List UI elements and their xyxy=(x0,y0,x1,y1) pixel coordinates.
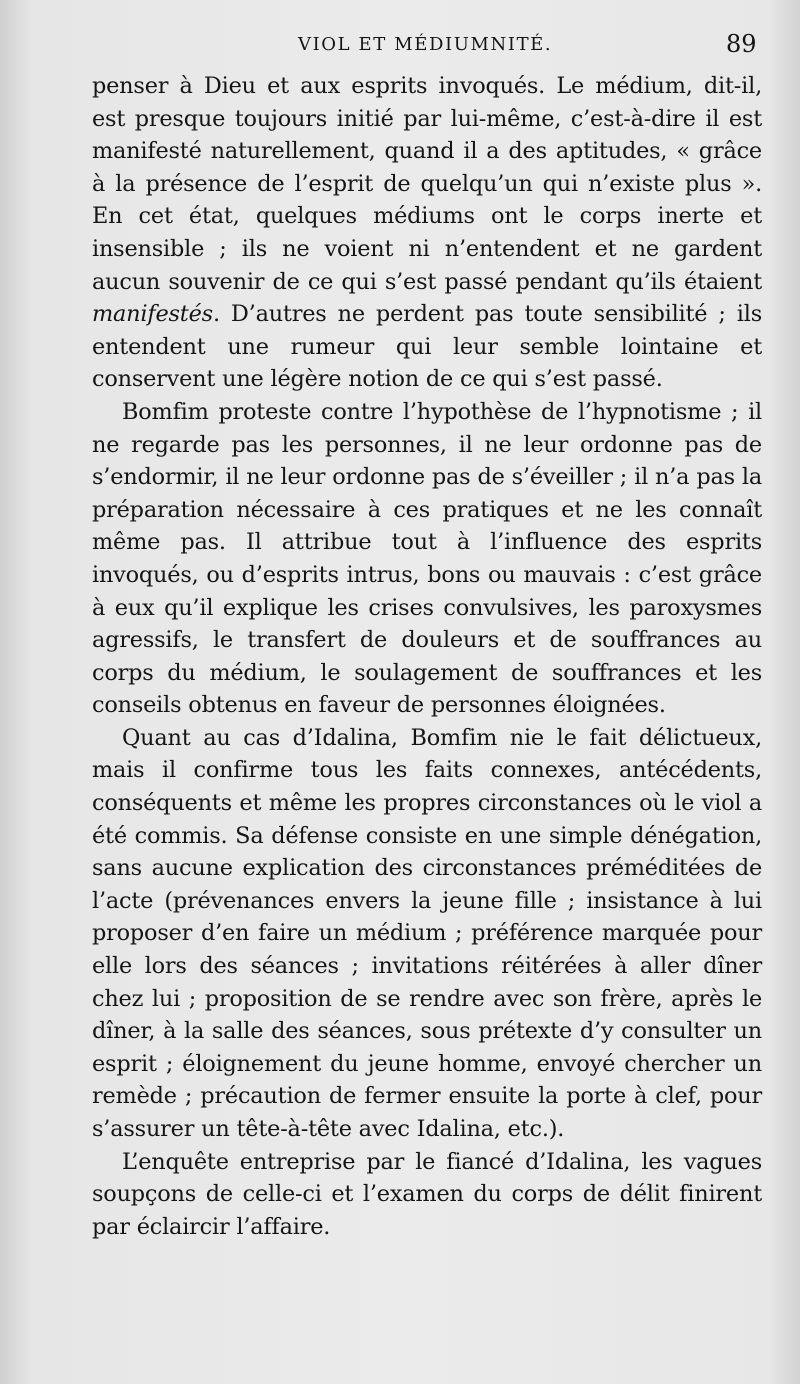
page-number: 89 xyxy=(726,30,757,58)
running-head: VIOL ET MÉDIUMNITÉ. xyxy=(298,34,553,55)
page-text xyxy=(92,70,762,1243)
paragraph xyxy=(92,70,762,396)
italic-word: manifestés xyxy=(92,301,213,328)
paragraph: Quant au cas d’Idalina, Bomfim nie le fait délictueux, mais il confirme tous les faits connexes, antécédents, conséquents et même les propres circonstances où le viol a été commis. Sa défense consiste en une simple dénégation, sans aucune explication des circonstances préméditées de l’acte (prévenances envers la jeune fille ; insistance à lui proposer d’en faire un médium ; préférence marquée pour elle lors des séances ; invitations réitérées à aller dîner chez lui ; proposition de se rendre avec son frère, après le dîner, à la salle des séances, sous prétexte d’y consulter un esprit ; éloignement du jeune homme, envoyé chercher un remède ; précaution de fermer ensuite la porte à clef, pour s’assurer un tête-à-tête avec Idalina, etc.). xyxy=(92,724,762,1142)
paragraph-text: . D’autres ne perdent pas toute sensibilité ; ils entendent une rumeur qui leur semble lointaine et conservent une légère notion de ce qui s’est passé. xyxy=(92,301,762,393)
paragraph-text: penser à Dieu et aux esprits invoqués. Le médium, dit-il, est presque toujours initié par lui-même, c’est-à-dire il est manifesté naturellement, quand il a des aptitudes, « grâce à la présence de l’esprit de quelqu’un qui n’existe plus ». En cet état, quelques médiums ont le corps inerte et insensible ; ils ne voient ni n’entendent et ne gardent aucun souvenir de ce qui s’est passé pendant qu’ils étaient xyxy=(92,73,762,295)
paragraph: Bomfim proteste contre l’hypothèse de l’hypnotisme ; il ne regarde pas les personnes, il ne leur ordonne pas de s’endormir, il ne leur ordonne pas de s’éveiller ; il n’a pas la préparation nécessaire à ces pratiques et ne les connaît même pas. Il attribue tout à l’influence des esprits invoqués, ou d’esprits intrus, bons ou mauvais : c’est grâce à eux qu’il explique les crises convulsives, les paroxysmes agressifs, le transfert de douleurs et de souffrances au corps du médium, le soulagement de souffrances et les conseils obtenus en faveur de personnes éloignées. xyxy=(92,398,762,719)
paragraph: L’enquête entreprise par le fiancé d’Idalina, les vagues soupçons de celle-ci et l’examen du corps de délit finirent par éclaircir l’affaire. xyxy=(92,1148,762,1240)
